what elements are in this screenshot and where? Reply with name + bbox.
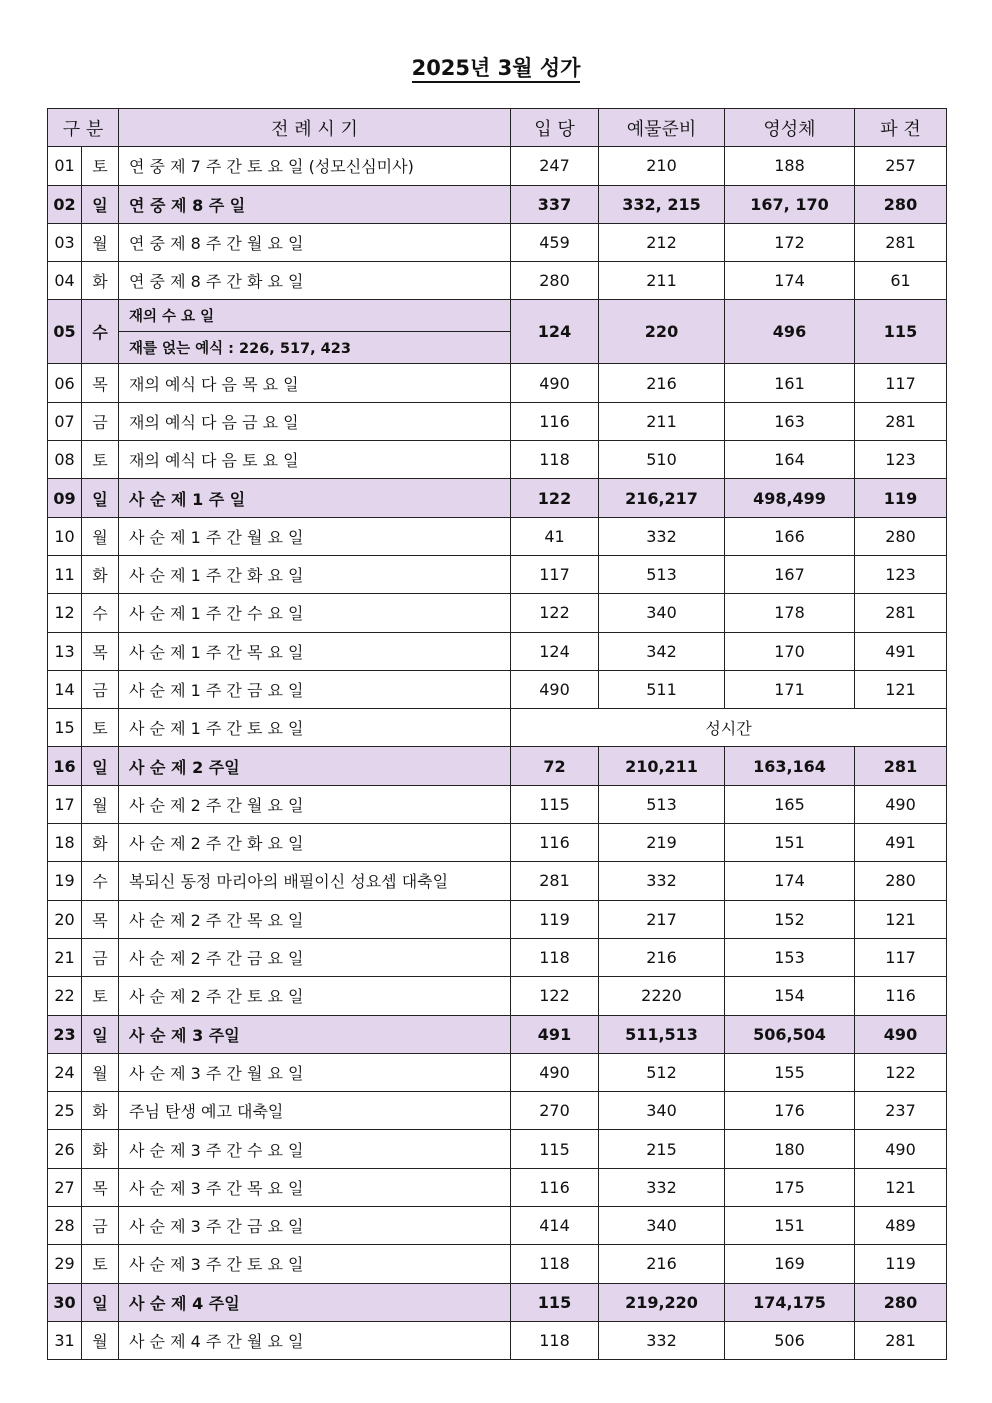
offertory-cell: 510 xyxy=(599,441,725,479)
communion-cell: 498,499 xyxy=(725,479,855,517)
hymn-schedule-table xyxy=(47,108,947,1360)
table-row xyxy=(48,223,947,261)
day-cell: 20 xyxy=(48,900,82,938)
table-body xyxy=(48,147,947,1360)
communion-cell: 174,175 xyxy=(725,1283,855,1321)
weekday-cell: 화 xyxy=(82,555,119,593)
liturgy-name-cell: 연 중 제 7 주 간 토 요 일 (성모신심미사) xyxy=(119,147,511,185)
liturgy-name-cell: 사 순 제 1 주 간 목 요 일 xyxy=(119,632,511,670)
dismissal-cell: 281 xyxy=(855,402,947,440)
day-cell: 18 xyxy=(48,824,82,862)
liturgy-name-cell: 재의 예식 다 음 토 요 일 xyxy=(119,441,511,479)
communion-cell: 166 xyxy=(725,517,855,555)
dismissal-cell: 281 xyxy=(855,223,947,261)
liturgy-name-cell: 사 순 제 2 주 간 월 요 일 xyxy=(119,785,511,823)
offertory-cell: 216 xyxy=(599,1245,725,1283)
day-cell: 14 xyxy=(48,670,82,708)
liturgy-name-cell: 사 순 제 2 주 간 화 요 일 xyxy=(119,824,511,862)
dismissal-cell: 119 xyxy=(855,479,947,517)
communion-cell: 180 xyxy=(725,1130,855,1168)
weekday-cell: 월 xyxy=(82,1321,119,1359)
table-row xyxy=(48,364,947,402)
day-cell: 29 xyxy=(48,1245,82,1283)
offertory-cell: 210,211 xyxy=(599,747,725,785)
communion-cell: 506,504 xyxy=(725,1015,855,1053)
header-liturgy: 전 례 시 기 xyxy=(119,109,511,147)
entrance-cell: 116 xyxy=(511,824,599,862)
weekday-cell: 화 xyxy=(82,824,119,862)
entrance-cell: 490 xyxy=(511,670,599,708)
offertory-cell: 332, 215 xyxy=(599,185,725,223)
table-row xyxy=(48,402,947,440)
dismissal-cell: 257 xyxy=(855,147,947,185)
communion-cell: 155 xyxy=(725,1053,855,1091)
liturgy-name-cell: 사 순 제 2 주일 xyxy=(119,747,511,785)
table-row xyxy=(48,670,947,708)
offertory-cell: 217 xyxy=(599,900,725,938)
entrance-cell: 118 xyxy=(511,1245,599,1283)
day-cell: 05 xyxy=(48,300,82,364)
day-cell: 22 xyxy=(48,977,82,1015)
day-cell: 04 xyxy=(48,262,82,300)
dismissal-cell: 122 xyxy=(855,1053,947,1091)
liturgy-name-cell: 사 순 제 3 주 간 월 요 일 xyxy=(119,1053,511,1091)
day-cell: 27 xyxy=(48,1168,82,1206)
page-title-text: 2025년 3월 성가 xyxy=(412,56,581,83)
day-cell: 16 xyxy=(48,747,82,785)
table-row xyxy=(48,900,947,938)
dismissal-cell: 116 xyxy=(855,977,947,1015)
offertory-cell: 216 xyxy=(599,938,725,976)
entrance-cell: 122 xyxy=(511,479,599,517)
offertory-cell: 332 xyxy=(599,517,725,555)
communion-cell: 506 xyxy=(725,1321,855,1359)
entrance-cell: 270 xyxy=(511,1092,599,1130)
liturgy-name-cell: 사 순 제 2 주 간 금 요 일 xyxy=(119,938,511,976)
entrance-cell: 72 xyxy=(511,747,599,785)
table-row xyxy=(48,147,947,185)
day-cell: 10 xyxy=(48,517,82,555)
liturgy-name-cell: 연 중 제 8 주 일 xyxy=(119,185,511,223)
entrance-cell: 414 xyxy=(511,1207,599,1245)
offertory-cell: 513 xyxy=(599,785,725,823)
weekday-cell: 월 xyxy=(82,517,119,555)
day-cell: 28 xyxy=(48,1207,82,1245)
entrance-cell: 459 xyxy=(511,223,599,261)
table-row xyxy=(48,1283,947,1321)
entrance-cell: 117 xyxy=(511,555,599,593)
offertory-cell: 211 xyxy=(599,402,725,440)
offertory-cell: 340 xyxy=(599,1207,725,1245)
entrance-cell: 115 xyxy=(511,1130,599,1168)
offertory-cell: 512 xyxy=(599,1053,725,1091)
day-cell: 13 xyxy=(48,632,82,670)
liturgy-name-cell: 사 순 제 3 주 간 금 요 일 xyxy=(119,1207,511,1245)
weekday-cell: 토 xyxy=(82,1245,119,1283)
offertory-cell: 511,513 xyxy=(599,1015,725,1053)
communion-cell: 161 xyxy=(725,364,855,402)
day-cell: 30 xyxy=(48,1283,82,1321)
table-row xyxy=(48,1092,947,1130)
table-row xyxy=(48,709,947,747)
entrance-cell: 337 xyxy=(511,185,599,223)
liturgy-name-cell: 사 순 제 1 주 간 수 요 일 xyxy=(119,594,511,632)
dismissal-cell: 61 xyxy=(855,262,947,300)
offertory-cell: 511 xyxy=(599,670,725,708)
communion-cell: 153 xyxy=(725,938,855,976)
day-cell: 15 xyxy=(48,709,82,747)
liturgy-name-cell: 사 순 제 1 주 간 토 요 일 xyxy=(119,709,511,747)
weekday-cell: 수 xyxy=(82,862,119,900)
offertory-cell: 340 xyxy=(599,1092,725,1130)
entrance-cell: 280 xyxy=(511,262,599,300)
communion-cell: 169 xyxy=(725,1245,855,1283)
communion-cell: 172 xyxy=(725,223,855,261)
dismissal-cell: 490 xyxy=(855,785,947,823)
day-cell: 11 xyxy=(48,555,82,593)
dismissal-cell: 280 xyxy=(855,862,947,900)
table-row xyxy=(48,185,947,223)
liturgy-name-cell: 사 순 제 1 주 간 금 요 일 xyxy=(119,670,511,708)
day-cell: 24 xyxy=(48,1053,82,1091)
liturgy-name-cell: 사 순 제 3 주일 xyxy=(119,1015,511,1053)
weekday-cell: 일 xyxy=(82,747,119,785)
table-row xyxy=(48,747,947,785)
communion-cell: 188 xyxy=(725,147,855,185)
day-cell: 12 xyxy=(48,594,82,632)
weekday-cell: 월 xyxy=(82,223,119,261)
communion-cell: 163 xyxy=(725,402,855,440)
table-row xyxy=(48,1130,947,1168)
dismissal-cell: 280 xyxy=(855,517,947,555)
offertory-cell: 332 xyxy=(599,1321,725,1359)
liturgy-name-cell: 사 순 제 3 주 간 목 요 일 xyxy=(119,1168,511,1206)
entrance-cell: 490 xyxy=(511,1053,599,1091)
weekday-cell: 토 xyxy=(82,147,119,185)
weekday-cell: 토 xyxy=(82,977,119,1015)
entrance-cell: 118 xyxy=(511,1321,599,1359)
communion-cell: 165 xyxy=(725,785,855,823)
day-cell: 06 xyxy=(48,364,82,402)
entrance-cell: 124 xyxy=(511,300,599,364)
offertory-cell: 216 xyxy=(599,364,725,402)
dismissal-cell: 280 xyxy=(855,185,947,223)
liturgy-name-cell: 사 순 제 1 주 간 화 요 일 xyxy=(119,555,511,593)
weekday-cell: 금 xyxy=(82,938,119,976)
weekday-cell: 월 xyxy=(82,785,119,823)
table-row xyxy=(48,517,947,555)
offertory-cell: 220 xyxy=(599,300,725,364)
weekday-cell: 금 xyxy=(82,1207,119,1245)
table-row xyxy=(48,1207,947,1245)
communion-cell: 175 xyxy=(725,1168,855,1206)
entrance-cell: 124 xyxy=(511,632,599,670)
day-cell: 08 xyxy=(48,441,82,479)
liturgy-name-cell: 사 순 제 1 주 일 xyxy=(119,479,511,517)
communion-cell: 163,164 xyxy=(725,747,855,785)
dismissal-cell: 119 xyxy=(855,1245,947,1283)
day-cell: 01 xyxy=(48,147,82,185)
day-cell: 09 xyxy=(48,479,82,517)
dismissal-cell: 489 xyxy=(855,1207,947,1245)
communion-cell: 152 xyxy=(725,900,855,938)
entrance-cell: 118 xyxy=(511,441,599,479)
dismissal-cell: 237 xyxy=(855,1092,947,1130)
page-title xyxy=(0,52,992,82)
communion-cell: 164 xyxy=(725,441,855,479)
day-cell: 03 xyxy=(48,223,82,261)
communion-cell: 154 xyxy=(725,977,855,1015)
communion-cell: 174 xyxy=(725,862,855,900)
day-cell: 25 xyxy=(48,1092,82,1130)
weekday-cell: 목 xyxy=(82,632,119,670)
communion-cell: 151 xyxy=(725,1207,855,1245)
entrance-cell: 116 xyxy=(511,1168,599,1206)
weekday-cell: 화 xyxy=(82,262,119,300)
header-communion: 영성체 xyxy=(725,109,855,147)
liturgy-name-cell: 사 순 제 4 주일 xyxy=(119,1283,511,1321)
liturgy-subname-cell: 재를 얹는 예식 : 226, 517, 423 xyxy=(119,332,511,364)
table-row xyxy=(48,479,947,517)
entrance-cell: 115 xyxy=(511,785,599,823)
weekday-cell: 목 xyxy=(82,364,119,402)
weekday-cell: 화 xyxy=(82,1092,119,1130)
dismissal-cell: 491 xyxy=(855,632,947,670)
liturgy-name-cell: 사 순 제 2 주 간 목 요 일 xyxy=(119,900,511,938)
dismissal-cell: 490 xyxy=(855,1015,947,1053)
dismissal-cell: 117 xyxy=(855,364,947,402)
weekday-cell: 수 xyxy=(82,594,119,632)
dismissal-cell: 281 xyxy=(855,1321,947,1359)
weekday-cell: 토 xyxy=(82,441,119,479)
dismissal-cell: 121 xyxy=(855,900,947,938)
communion-cell: 151 xyxy=(725,824,855,862)
weekday-cell: 일 xyxy=(82,1015,119,1053)
communion-cell: 171 xyxy=(725,670,855,708)
day-cell: 21 xyxy=(48,938,82,976)
offertory-cell: 342 xyxy=(599,632,725,670)
entrance-cell: 116 xyxy=(511,402,599,440)
communion-cell: 176 xyxy=(725,1092,855,1130)
weekday-cell: 목 xyxy=(82,900,119,938)
table-row xyxy=(48,977,947,1015)
liturgy-name-cell: 사 순 제 1 주 간 월 요 일 xyxy=(119,517,511,555)
entrance-cell: 491 xyxy=(511,1015,599,1053)
table-row xyxy=(48,938,947,976)
dismissal-cell: 121 xyxy=(855,1168,947,1206)
table-row xyxy=(48,555,947,593)
liturgy-name-cell: 재의 수 요 일 xyxy=(119,300,511,332)
table-row xyxy=(48,441,947,479)
day-cell: 02 xyxy=(48,185,82,223)
day-cell: 31 xyxy=(48,1321,82,1359)
header-dismissal: 파 견 xyxy=(855,109,947,147)
weekday-cell: 수 xyxy=(82,300,119,364)
communion-cell: 174 xyxy=(725,262,855,300)
header-entrance: 입 당 xyxy=(511,109,599,147)
weekday-cell: 화 xyxy=(82,1130,119,1168)
liturgy-name-cell: 사 순 제 3 주 간 토 요 일 xyxy=(119,1245,511,1283)
offertory-cell: 340 xyxy=(599,594,725,632)
table-row xyxy=(48,300,947,332)
offertory-cell: 215 xyxy=(599,1130,725,1168)
weekday-cell: 금 xyxy=(82,402,119,440)
table-row xyxy=(48,1245,947,1283)
merged-note-cell: 성시간 xyxy=(511,709,947,747)
dismissal-cell: 281 xyxy=(855,594,947,632)
entrance-cell: 118 xyxy=(511,938,599,976)
dismissal-cell: 491 xyxy=(855,824,947,862)
offertory-cell: 210 xyxy=(599,147,725,185)
header-category: 구 분 xyxy=(48,109,119,147)
communion-cell: 170 xyxy=(725,632,855,670)
dismissal-cell: 117 xyxy=(855,938,947,976)
entrance-cell: 247 xyxy=(511,147,599,185)
offertory-cell: 332 xyxy=(599,862,725,900)
communion-cell: 496 xyxy=(725,300,855,364)
table-row xyxy=(48,862,947,900)
communion-cell: 167, 170 xyxy=(725,185,855,223)
table-row xyxy=(48,785,947,823)
entrance-cell: 122 xyxy=(511,977,599,1015)
liturgy-name-cell: 주님 탄생 예고 대축일 xyxy=(119,1092,511,1130)
entrance-cell: 490 xyxy=(511,364,599,402)
offertory-cell: 211 xyxy=(599,262,725,300)
offertory-cell: 513 xyxy=(599,555,725,593)
offertory-cell: 332 xyxy=(599,1168,725,1206)
offertory-cell: 2220 xyxy=(599,977,725,1015)
liturgy-name-cell: 재의 예식 다 음 금 요 일 xyxy=(119,402,511,440)
offertory-cell: 219 xyxy=(599,824,725,862)
dismissal-cell: 281 xyxy=(855,747,947,785)
offertory-cell: 219,220 xyxy=(599,1283,725,1321)
table-header-row xyxy=(48,109,947,147)
day-cell: 23 xyxy=(48,1015,82,1053)
weekday-cell: 월 xyxy=(82,1053,119,1091)
weekday-cell: 토 xyxy=(82,709,119,747)
table-row xyxy=(48,262,947,300)
liturgy-name-cell: 사 순 제 4 주 간 월 요 일 xyxy=(119,1321,511,1359)
entrance-cell: 115 xyxy=(511,1283,599,1321)
dismissal-cell: 280 xyxy=(855,1283,947,1321)
table-row xyxy=(48,594,947,632)
entrance-cell: 119 xyxy=(511,900,599,938)
weekday-cell: 목 xyxy=(82,1168,119,1206)
table-row xyxy=(48,1015,947,1053)
day-cell: 19 xyxy=(48,862,82,900)
liturgy-name-cell: 사 순 제 2 주 간 토 요 일 xyxy=(119,977,511,1015)
dismissal-cell: 490 xyxy=(855,1130,947,1168)
table-row xyxy=(48,632,947,670)
dismissal-cell: 123 xyxy=(855,441,947,479)
liturgy-name-cell: 재의 예식 다 음 목 요 일 xyxy=(119,364,511,402)
weekday-cell: 금 xyxy=(82,670,119,708)
offertory-cell: 212 xyxy=(599,223,725,261)
entrance-cell: 281 xyxy=(511,862,599,900)
entrance-cell: 122 xyxy=(511,594,599,632)
table-row xyxy=(48,1321,947,1359)
table-row xyxy=(48,1168,947,1206)
communion-cell: 167 xyxy=(725,555,855,593)
weekday-cell: 일 xyxy=(82,1283,119,1321)
day-cell: 26 xyxy=(48,1130,82,1168)
dismissal-cell: 123 xyxy=(855,555,947,593)
offertory-cell: 216,217 xyxy=(599,479,725,517)
liturgy-name-cell: 연 중 제 8 주 간 월 요 일 xyxy=(119,223,511,261)
table-row xyxy=(48,1053,947,1091)
dismissal-cell: 121 xyxy=(855,670,947,708)
weekday-cell: 일 xyxy=(82,185,119,223)
entrance-cell: 41 xyxy=(511,517,599,555)
header-offertory: 예물준비 xyxy=(599,109,725,147)
day-cell: 07 xyxy=(48,402,82,440)
communion-cell: 178 xyxy=(725,594,855,632)
table-row xyxy=(48,824,947,862)
liturgy-name-cell: 사 순 제 3 주 간 수 요 일 xyxy=(119,1130,511,1168)
liturgy-name-cell: 복되신 동정 마리아의 배필이신 성요셉 대축일 xyxy=(119,862,511,900)
weekday-cell: 일 xyxy=(82,479,119,517)
day-cell: 17 xyxy=(48,785,82,823)
liturgy-name-cell: 연 중 제 8 주 간 화 요 일 xyxy=(119,262,511,300)
dismissal-cell: 115 xyxy=(855,300,947,364)
